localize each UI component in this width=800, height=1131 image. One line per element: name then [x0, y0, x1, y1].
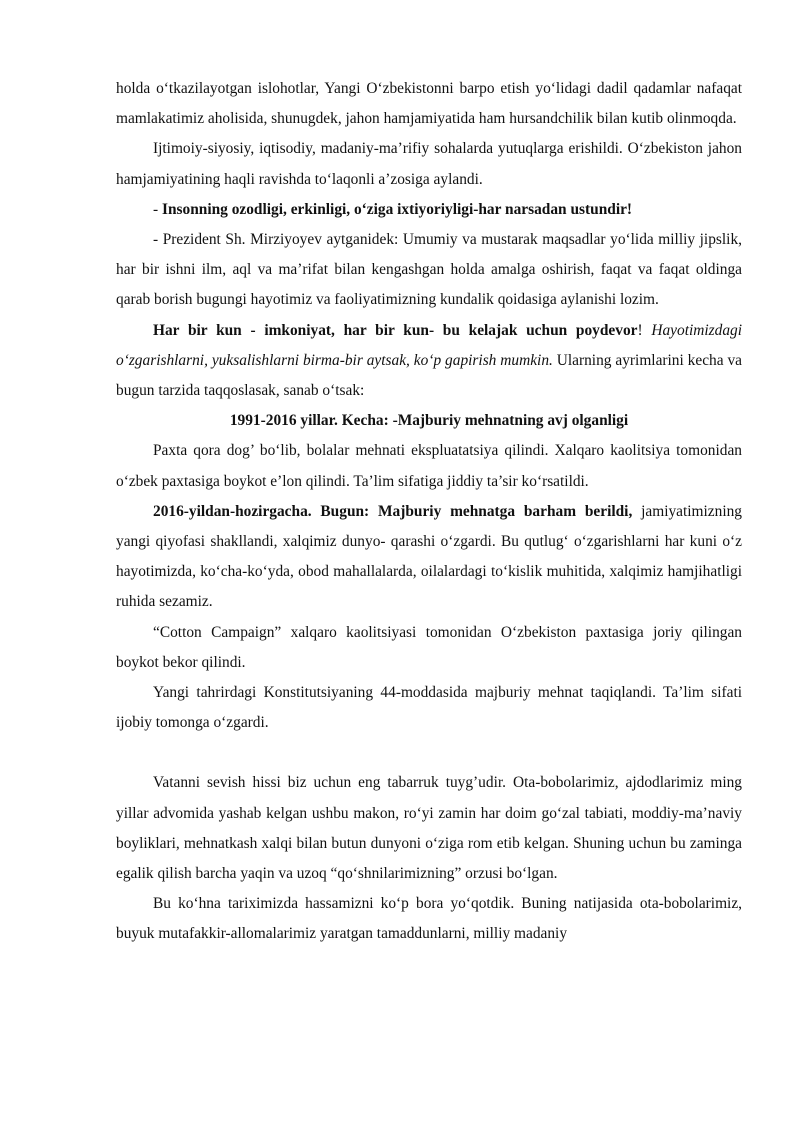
paragraph-8: “Cotton Campaign” xalqaro kaolitsiyasi tomonidan O‘zbekiston paxtasiga joriy qilingan boykot bekor qilindi. — [116, 623, 742, 671]
document-page — [116, 74, 742, 950]
section-heading-text: 1991-2016 yillar. Kecha: -Majburiy mehnatning avj olganligi — [229, 412, 629, 430]
paragraph-4: - Prezident Sh. Mirziyoyev aytganidek: Umumiy va mustarak maqsadlar yo‘lida milliy jipslik, har bir ishni ilm, aql va ma’rifat bilan kengashgan holda amalga oshirish, faqat va faqat oldinga qarab borish bugungi hayotimiz va faoliyatimizning kundalik qoidasiga aylanishi lozim. — [116, 231, 742, 309]
paragraph-5 — [116, 316, 742, 407]
paragraph-5-bold: Har bir kun - imkoniyat, har bir kun- bu kelajak uchun poydevor — [153, 321, 638, 339]
paragraph-2: Ijtimoiy-siyosiy, iqtisodiy, madaniy-ma’rifiy sohalarda yutuqlarga erishildi. O‘zbekiston jahon hamjamiyatining haqli ravishda to‘laqonli a’zosiga aylandi. — [116, 140, 742, 188]
paragraph-10: Vatanni sevish hissi biz uchun eng tabarruk tuyg’udir. Ota-bobolarimiz, ajdodlarimiz ming yillar advomida yashab kelgan ushbu makon, ro‘yi zamin har doim go‘zal tabiati, moddiy-ma’naviy boyliklari, mehnatkash xalqi bilan butun dunyoni o‘ziga rom etib kelgan. Shuning uchun bu zaminga egalik qilish barcha yaqin va uzoq “qo‘shnilarimizning” orzusi bo‘lgan. — [116, 774, 742, 883]
paragraph-5-italic: Hayotimizdagi o‘zgarishlarni, yuksalishlarni birma-bir aytsak, ko‘p gapirish mumkin. — [116, 321, 742, 369]
paragraph-7-bold: 2016-yildan-hozirgacha. Bugun: Majburiy mehnatga barham berildi, — [153, 502, 633, 520]
section-heading — [116, 406, 742, 436]
paragraph-7-rest: jamiyatimizning yangi qiyofasi shakllandi, xalqimiz dunyo- qarashi o‘zgardi. Bu qutlug‘ o‘zgarishlarni har kuni o‘z hayotimizda, ko‘cha-ko‘yda, obod mahallalarda, oilalardagi to‘kislik muhitida, xalqimiz hamjihatligi ruhida sezamiz. — [116, 502, 742, 611]
paragraph-3-dash: - — [153, 200, 162, 218]
paragraph-3-bold: Insonning ozodligi, erkinligi, o‘ziga ixtiyoriyligi-har narsadan ustundir! — [161, 200, 633, 218]
blank-line — [116, 738, 742, 768]
paragraph-5-exclamation: ! — [637, 321, 643, 339]
paragraph-6: Paxta qora dog’ bo‘lib, bolalar mehnati ekspluatatsiya qilindi. Xalqaro kaolitsiya tomonidan o‘zbek paxtasiga boykot e’lon qilindi. Ta’lim sifatiga jiddiy ta’sir ko‘rsatildi. — [116, 442, 742, 490]
paragraph-1: holda o‘tkazilayotgan islohotlar, Yangi O‘zbekistonni barpo etish yo‘lidagi dadil qadamlar nafaqat mamlakatimiz aholisida, shunugdek, jahon hamjamiyatida ham hursandchilik bilan kutib olinmoqda. — [116, 80, 742, 128]
paragraph-11: Bu ko‘hna tariximizda hassamizni ko‘p bora yo‘qotdik. Buning natijasida ota-bobolarimiz, buyuk mutafakkir-allomalarimiz yaratgan tamaddunlarni, milliy madaniy — [116, 895, 742, 943]
paragraph-5-rest: Ularning ayrimlarini kecha va bugun tarzida taqqoslasak, sanab o‘tsak: — [116, 351, 742, 400]
paragraph-3 — [116, 195, 742, 225]
paragraph-7 — [116, 497, 742, 618]
paragraph-9: Yangi tahrirdagi Konstitutsiyaning 44-moddasida majburiy mehnat taqiqlandi. Ta’lim sifati ijobiy tomonga o‘zgardi. — [116, 684, 742, 732]
